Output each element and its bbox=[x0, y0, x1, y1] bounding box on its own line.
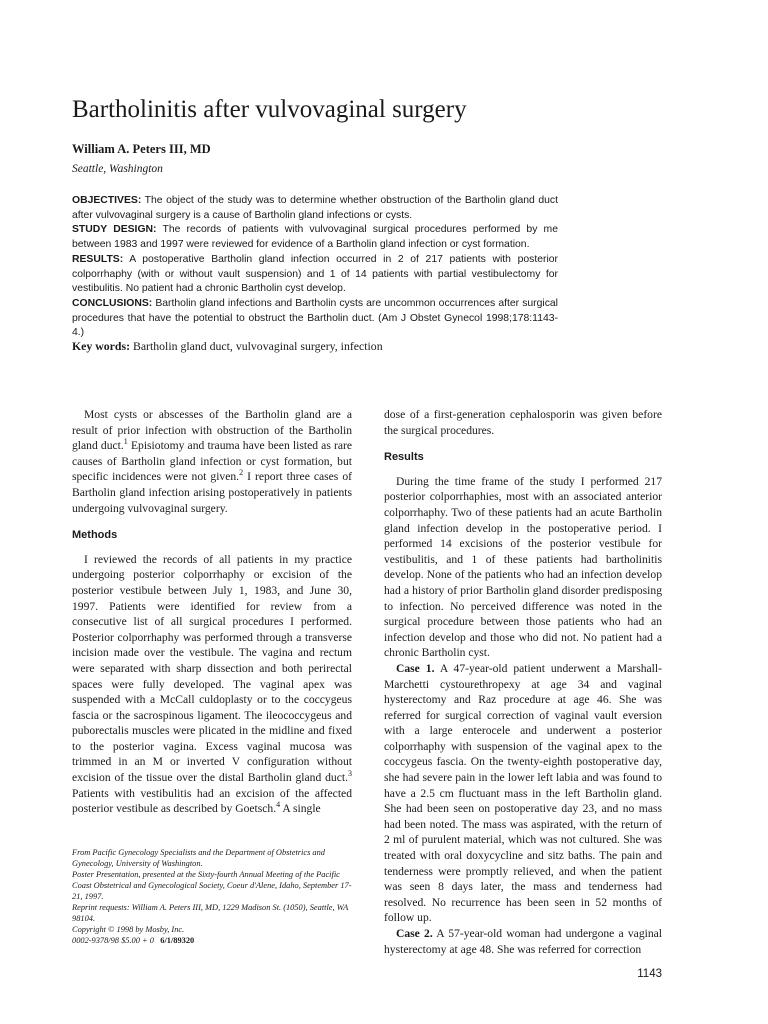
methods-text-a: I reviewed the records of all patients in my practice undergoing posterior colporrhaphy or excision of the posterior vestibule between July 1, 1983, and June 30, 1997. Patients were identified for review from a consecutive list of all surgical procedures I performed. Posterior colporrhaphy was performed through a transverse incision made over the vestibule. The vagina and rectum were separated with sharp dissection and both perirectal spaces were fully developed. The vaginal apex was suspended with a McCall culdoplasty or to the coccygeus fascia or the sacrospinous ligament. The ileococcygeus and puborectalis muscles were plicated in the midline and fixed to the posterior vagina. Excess vaginal mucosa was trimmed in an M or inverted V configuration without excision of the tissue over the distal Bartholin gland duct. bbox=[72, 552, 352, 785]
right-column bbox=[384, 407, 662, 957]
results-heading: Results bbox=[384, 451, 424, 464]
footnote-affiliation: From Pacific Gynecology Specialists and the Department of Obstetrics and Gynecology, University of Washington. bbox=[72, 848, 325, 868]
footnote-presentation: Poster Presentation, presented at the Sixty-fourth Annual Meeting of the Pacific Coast Obstetrical and Gynecological Society, Coeur d'Alene, Idaho, September 17-21, 1997. bbox=[72, 870, 352, 901]
intro-paragraph bbox=[72, 407, 352, 516]
case-2-paragraph bbox=[384, 926, 662, 957]
case-1-text: A 47-year-old patient underwent a Marshall-Marchetti cystourethropexy at age 34 and vaginal hysterectomy and Raz procedure at age 46. She was referred for surgical correction of vaginal vault eversion with a large enterocele and underwent a posterior colporrhaphy with suspension of the vaginal apex to the coccygeus fascia. On the twenty-eighth postoperative day, she had severe pain in the lower left labia and was found to have a 2.5 cm fluctuant mass in the left Bartholin gland. She had been seen on postoperative day 23, and no mass had been noted. The mass was aspirated, with the return of 2 ml of purulent material, which was not cultured. She was treated with oral doxycycline and sitz baths. The pain and tenderness were promptly relieved, and when the patient was seen 8 days later, the mass and tenderness had resolved. No recurrence has been seen in 52 months of follow up. bbox=[384, 661, 662, 925]
abstract bbox=[72, 194, 558, 341]
keywords-label: Key words: bbox=[72, 339, 130, 353]
footnote-code bbox=[72, 935, 356, 946]
conclusions-label: CONCLUSIONS: bbox=[72, 297, 153, 309]
results-text: A postoperative Bartholin gland infection occurred in 2 of 217 patients with posterior colporrhaphy (with or without vault suspension) and 1 of 14 patients with partial vestibulectomy for vestibulitis. No patient had a chronic Bartholin cyst develop. bbox=[72, 253, 558, 295]
reference-1: 1 bbox=[123, 437, 128, 447]
keywords-text: Bartholin gland duct, vulvovaginal surgery, infection bbox=[132, 339, 383, 353]
intro-text-b: Episiotomy and trauma have been listed as rare causes of Bartholin gland infection or cyst formation, but specific incidences were not given. bbox=[72, 439, 353, 484]
objectives-text: The object of the study was to determine whether obstruction of the Bartholin gland duct after vulvovaginal surgery is a cause of Bartholin gland infections or cysts. bbox=[72, 195, 558, 221]
results-label: RESULTS: bbox=[72, 253, 124, 265]
author-location: Seattle, Washington bbox=[72, 163, 163, 175]
footnote-code-a: 0002-9378/98 $5.00 + 0 bbox=[72, 936, 154, 945]
objectives-label: OBJECTIVES: bbox=[72, 195, 142, 206]
case-1-paragraph bbox=[384, 661, 662, 926]
footnote bbox=[72, 847, 356, 946]
conclusions-text: Bartholin gland infections and Bartholin cysts are uncommon occurrences after surgical procedures that have the potential to obstruct the Bartholin duct. (Am J Obstet Gynecol 1998;178:1143-4.) bbox=[72, 297, 558, 339]
reference-4: 4 bbox=[276, 800, 281, 810]
methods-heading: Methods bbox=[72, 529, 118, 542]
footnote-code-b: 6/1/89320 bbox=[160, 936, 195, 945]
abstract-study-design bbox=[72, 223, 558, 252]
abstract-conclusions bbox=[72, 297, 558, 341]
study-design-label: STUDY DESIGN: bbox=[72, 224, 157, 236]
reference-3: 3 bbox=[348, 769, 352, 779]
methods-paragraph bbox=[72, 552, 352, 817]
reference-2: 2 bbox=[239, 468, 244, 478]
methods-text-b: Patients with vestibulitis had an excision of the affected posterior vestibule as described by Goetsch. bbox=[72, 786, 352, 816]
study-design-text: The records of patients with vulvovaginal surgical procedures performed by me between 1983 and 1997 were reviewed for evidence of a Bartholin gland infection or cyst formation. bbox=[72, 224, 558, 251]
methods-text-c: A single bbox=[280, 802, 321, 816]
page-number: 1143 bbox=[637, 968, 662, 980]
abstract-results bbox=[72, 253, 558, 297]
intro-text-a: Most cysts or abscesses of the Bartholin gland are a result of prior infection with obstruction of the Bartholin gland duct. bbox=[72, 408, 352, 453]
methods-continuation: dose of a first-generation cephalosporin was given before the surgical procedures. bbox=[384, 408, 662, 437]
intro-text-c: I report three cases of Bartholin gland infection arising postoperatively in patients undergoing vulvovaginal surgery. bbox=[72, 470, 352, 515]
case-2-text: A 57-year-old woman had undergone a vaginal hysterectomy at age 48. She was referred for correction bbox=[384, 927, 663, 956]
footnote-reprint: Reprint requests: William A. Peters III, MD, 1229 Madison St. (1050), Seattle, WA 98104. bbox=[72, 903, 349, 923]
author-name: William A. Peters III, MD bbox=[72, 142, 211, 156]
left-column bbox=[72, 407, 352, 817]
keywords bbox=[72, 339, 383, 354]
abstract-objectives bbox=[72, 194, 558, 223]
article-title: Bartholinitis after vulvovaginal surgery bbox=[72, 96, 467, 123]
results-paragraph: During the time frame of the study I performed 217 posterior colporrhaphies, most with an associated anterior colporrhaphy. Two of these patients had an acute Bartholin gland infection develop in the postoperative period. I performed 14 excisions of the posterior vestibule for vestibulitis, and 1 of these patients had bartholinitis develop. None of the patients who had an infection develop had a history of prior Bartholin gland disorder predisposing to infection. No perceived difference was noted in the surgical procedure between those patients who had an infection develop and those who did not. No patient had a chronic Bartholin cyst. bbox=[384, 474, 662, 660]
case-1-label: Case 1. bbox=[396, 661, 435, 675]
footnote-copyright: Copyright © 1998 by Mosby, Inc. bbox=[72, 925, 185, 934]
case-2-label: Case 2. bbox=[396, 927, 433, 940]
